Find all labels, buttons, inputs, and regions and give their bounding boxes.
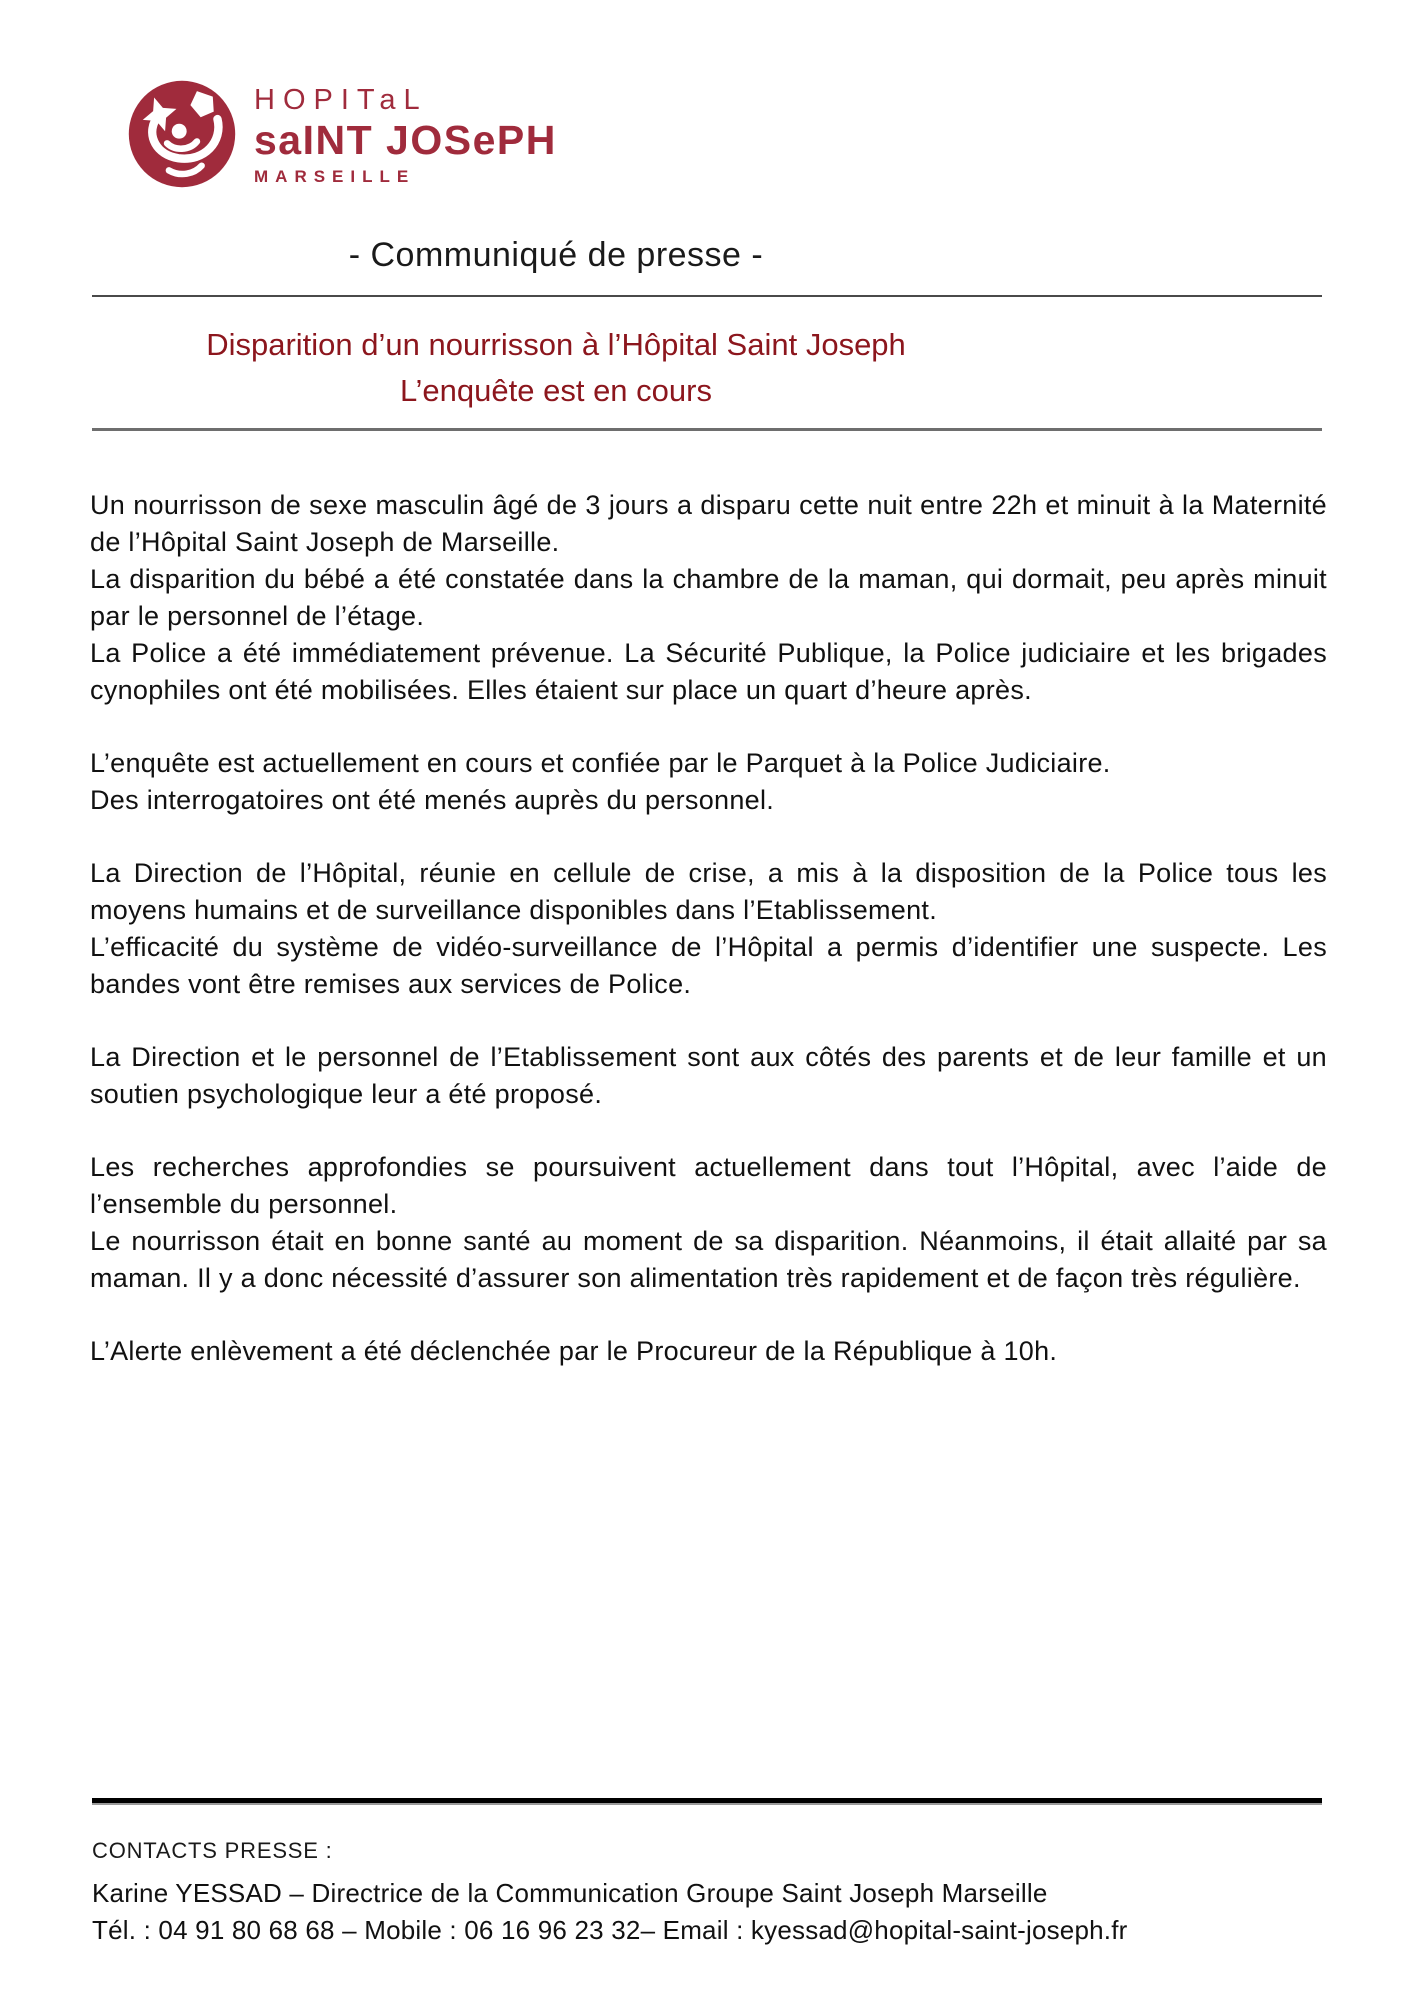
- paragraph-block: [90, 745, 1327, 819]
- body-paragraph: La Direction de l’Hôpital, réunie en cellule de crise, a mis à la disposition de la Police tous les moyens humains et de surveillance disponibles dans l’Etablissement.: [90, 858, 1327, 925]
- divider-title: [92, 428, 1322, 431]
- paragraph-block: [90, 1039, 1327, 1113]
- body-paragraph: La disparition du bébé a été constatée dans la chambre de la maman, qui dormait, peu après minuit par le personnel de l’étage.: [90, 564, 1327, 631]
- body-paragraph: L’enquête est actuellement en cours et confiée par le Parquet à la Police Judiciaire.: [90, 748, 1111, 778]
- body-paragraph: Un nourrisson de sexe masculin âgé de 3 jours a disparu cette nuit entre 22h et minuit à la Maternité de l’Hôpital Saint Joseph de Marseille.: [90, 490, 1327, 557]
- body-paragraph: Les recherches approfondies se poursuivent actuellement dans tout l’Hôpital, avec l’aide de l’ensemble du personnel.: [90, 1152, 1327, 1219]
- body-paragraph: Des interrogatoires ont été menés auprès du personnel.: [90, 785, 775, 815]
- body-paragraph: Le nourrisson était en bonne santé au moment de sa disparition. Néanmoins, il était allaité par sa maman. Il y a donc nécessité d’assurer son alimentation très rapidement et de façon très régulière.: [90, 1226, 1327, 1293]
- paragraph-block: [90, 1149, 1327, 1297]
- hospital-logo: [126, 78, 557, 190]
- communique-kicker: - Communiqué de presse -: [348, 236, 764, 274]
- logo-hopital-text: HOPITaL: [254, 84, 428, 116]
- hospital-logo-wordmark: [254, 78, 557, 185]
- divider-top: [92, 295, 1322, 297]
- paragraph-block: [90, 1333, 1327, 1370]
- page-title-line1: Disparition d’un nourrisson à l’Hôpital Saint Joseph: [206, 327, 906, 362]
- body-paragraph: La Direction et le personnel de l’Etablissement sont aux côtés des parents et de leur famille et un soutien psychologique leur a été proposé.: [90, 1042, 1327, 1109]
- press-release-body: [90, 487, 1327, 1370]
- body-paragraph: L’Alerte enlèvement a été déclenchée par le Procureur de la République à 10h.: [90, 1336, 1058, 1366]
- paragraph-block: [90, 855, 1327, 1003]
- divider-footer: [92, 1798, 1322, 1805]
- hospital-logo-mark-icon: [126, 78, 238, 190]
- logo-marseille-text: MARSEILLE: [254, 167, 416, 186]
- paragraph-block: [90, 487, 1327, 709]
- page-title: [90, 322, 1022, 414]
- press-contact-name: Karine YESSAD – Directrice de la Communication Groupe Saint Joseph Marseille: [92, 1878, 1048, 1908]
- logo-saint-joseph-text: saINT JOSePH: [254, 117, 557, 163]
- body-paragraph: L’efficacité du système de vidéo-surveillance de l’Hôpital a permis d’identifier une suspecte. Les bandes vont être remises aux services de Police.: [90, 932, 1327, 999]
- body-paragraph: La Police a été immédiatement prévenue. La Sécurité Publique, la Police judiciaire et les brigades cynophiles ont été mobilisées. Elles étaient sur place un quart d’heure après.: [90, 638, 1327, 705]
- contacts-presse-heading: CONTACTS PRESSE :: [92, 1838, 333, 1863]
- page-title-line2: L’enquête est en cours: [400, 373, 712, 408]
- press-contact-phone-email: Tél. : 04 91 80 68 68 – Mobile : 06 16 96 23 32– Email : kyessad@hopital-saint-joseph.fr: [92, 1915, 1128, 1945]
